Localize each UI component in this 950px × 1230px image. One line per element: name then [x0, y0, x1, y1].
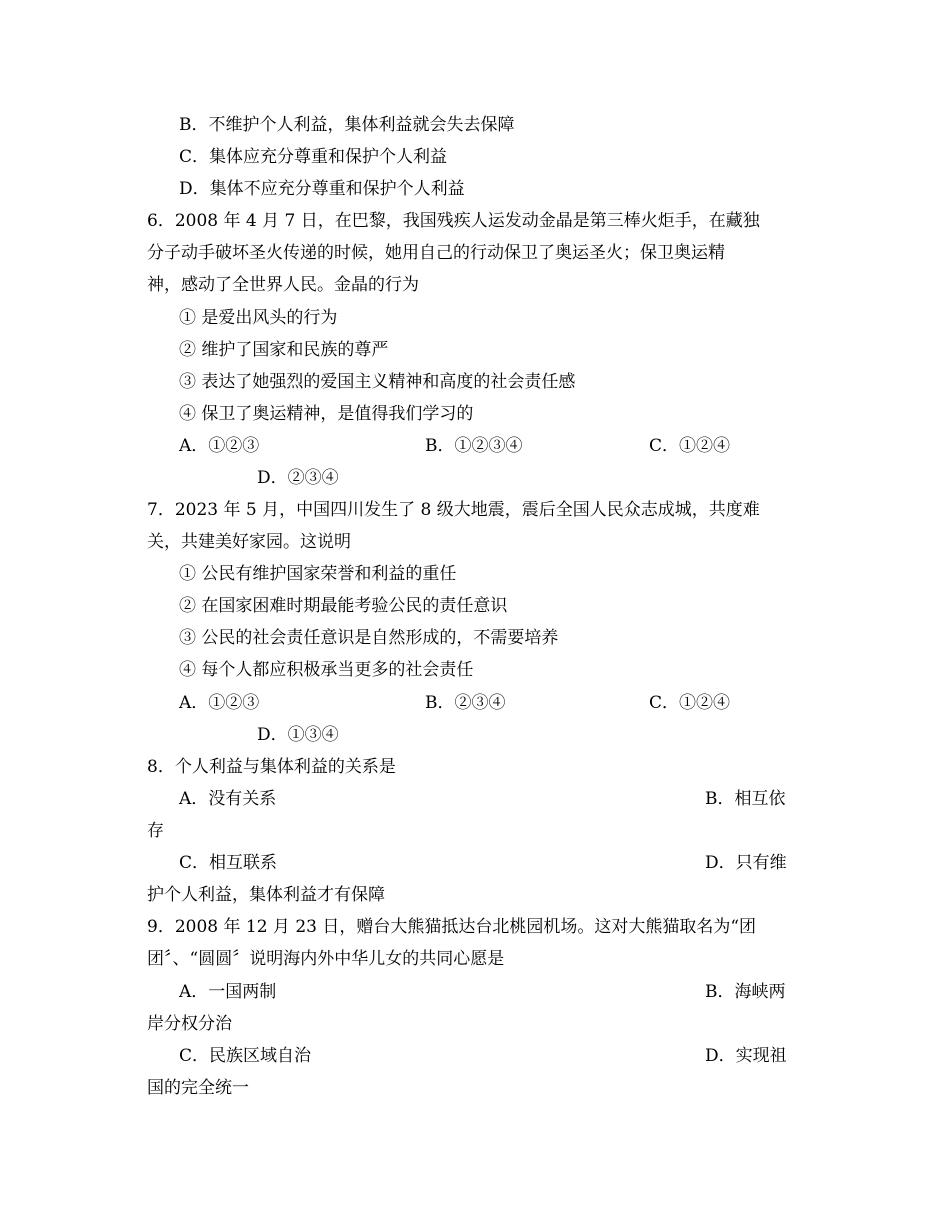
q6-item-1: ① 是爱出风头的行为 [179, 308, 338, 328]
q7-stem-line-1: 7．2023 年 5 月，中国四川发生了 8 级大地震，震后全国人民众志成城，共度难 [147, 500, 760, 520]
q9-option-a: A．一国两制 [179, 982, 277, 1002]
q9-option-b-continuation: 岸分权分治 [147, 1014, 232, 1034]
q7-item-2: ② 在国家困难时期最能考验公民的责任意识 [179, 596, 508, 616]
q6-stem-line-3: 神，感动了全世界人民。金晶的行为 [147, 275, 419, 295]
q6-item-4: ④ 保卫了奥运精神，是值得我们学习的 [179, 404, 474, 424]
q7-option-c: C．①②④ [649, 693, 731, 713]
q6-option-c: C．①②④ [649, 436, 731, 456]
q9-stem-line-1: 9．2008 年 12 月 23 日，赠台大熊猫抵达台北桃园机场。这对大熊猫取名为“团 [147, 917, 757, 937]
q7-option-d: D．①③④ [257, 725, 339, 745]
q6-option-d: D．②③④ [257, 468, 339, 488]
q8-option-a: A．没有关系 [179, 789, 277, 809]
q6-item-2: ② 维护了国家和民族的尊严 [179, 340, 389, 360]
q8-option-c: C．相互联系 [179, 853, 278, 873]
q9-option-d-continuation: 国的完全统一 [147, 1078, 249, 1098]
q7-option-b: B．②③④ [425, 693, 506, 713]
q6-item-3: ③ 表达了她强烈的爱国主义精神和高度的社会责任感 [179, 372, 576, 392]
q5-option-d: D．集体不应充分尊重和保护个人利益 [179, 179, 465, 199]
q6-option-b: B．①②③④ [425, 436, 523, 456]
q8-stem: 8．个人利益与集体利益的关系是 [147, 757, 396, 777]
q8-option-b-continuation: 存 [147, 821, 164, 841]
q8-option-d-continuation: 护个人利益，集体利益才有保障 [147, 885, 385, 905]
q7-item-4: ④ 每个人都应积极承当更多的社会责任 [179, 660, 474, 680]
q6-stem-line-2: 分子动手破坏圣火传递的时候，她用自己的行动保卫了奥运圣火；保卫奥运精 [147, 243, 725, 263]
q6-option-a: A．①②③ [179, 436, 260, 456]
q8-option-b: B．相互依 [705, 789, 786, 809]
q7-item-1: ① 公民有维护国家荣誉和利益的重任 [179, 564, 457, 584]
q6-stem-line-1: 6．2008 年 4 月 7 日，在巴黎，我国残疾人运发动金晶是第三棒火炬手，在藏独 [147, 211, 760, 231]
q5-option-b: B．不维护个人利益，集体利益就会失去保障 [179, 115, 515, 135]
q5-option-c: C．集体应充分尊重和保护个人利益 [179, 147, 448, 167]
q9-option-c: C．民族区域自治 [179, 1046, 312, 1066]
q9-option-b: B．海峡两 [705, 982, 786, 1002]
q7-stem-line-2: 关，共建美好家园。这说明 [147, 532, 351, 552]
q7-item-3: ③ 公民的社会责任意识是自然形成的，不需要培养 [179, 628, 559, 648]
q9-option-d: D．实现祖 [705, 1046, 787, 1066]
q7-option-a: A．①②③ [179, 693, 260, 713]
q8-option-d: D．只有维 [705, 853, 787, 873]
q9-stem-line-2: 团〞、“圆圆〞说明海内外中华儿女的共同心愿是 [147, 949, 505, 969]
